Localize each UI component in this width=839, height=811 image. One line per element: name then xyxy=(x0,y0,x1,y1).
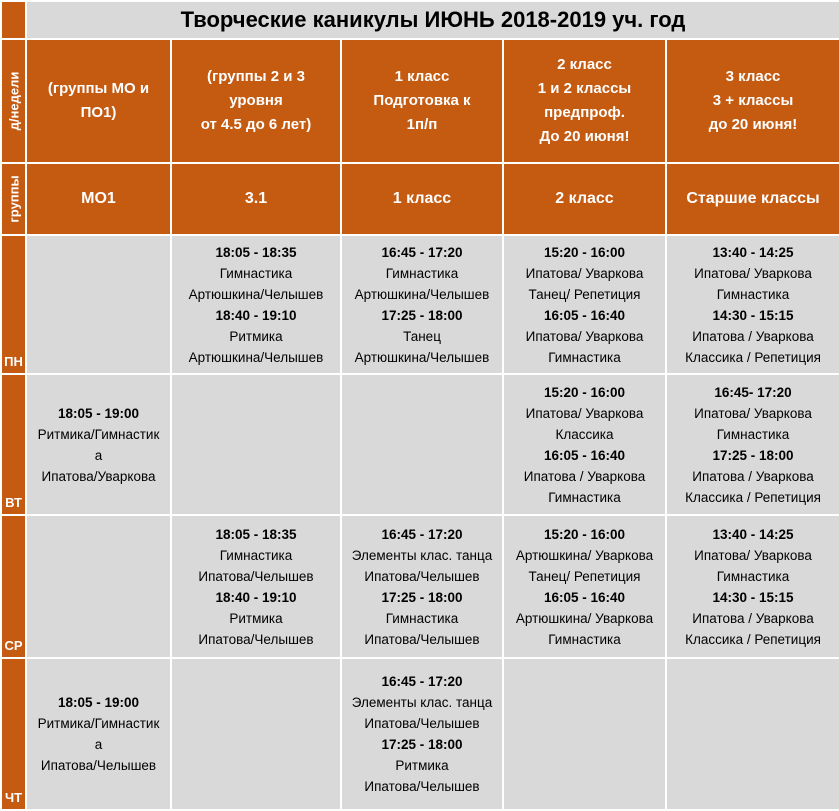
group-col-1: МО1 xyxy=(26,163,171,235)
session-detail: Ритмика/Гимнастик xyxy=(37,426,160,442)
session-time: 15:20 - 16:00 xyxy=(543,244,626,260)
weekday-axis-text: д/недели xyxy=(6,71,21,131)
session-detail: Гимнастика xyxy=(548,489,621,505)
header-line: 2 класс xyxy=(557,56,612,73)
schedule-cell xyxy=(666,374,839,515)
session-detail: Ипатова/ Уваркова xyxy=(525,265,644,281)
session-detail: Танец/ Репетиция xyxy=(528,286,641,302)
day-label: ПН xyxy=(1,235,26,374)
header-line: 1 и 2 классы xyxy=(537,80,632,97)
session-detail: Гимнастика xyxy=(548,631,621,647)
corner-cell xyxy=(1,1,26,39)
session-detail: Ипатова/Уваркова xyxy=(41,468,156,484)
groups-axis-label xyxy=(1,163,26,235)
session-detail: Ипатова/Челышев xyxy=(364,631,480,647)
session-detail: Ипатова/Челышев xyxy=(364,716,480,731)
session-detail: Ипатова/ Уваркова xyxy=(694,405,812,421)
schedule-cell xyxy=(666,235,839,374)
session-detail: Ритмика/Гимнастик xyxy=(37,716,160,731)
session-detail: Ипатова/Челышев xyxy=(198,631,314,647)
session-time: 17:25 - 18:00 xyxy=(381,737,463,752)
schedule-cell xyxy=(171,374,341,515)
day-row xyxy=(1,374,839,515)
weekday-axis-label xyxy=(1,39,26,163)
header-line: 3 + классы xyxy=(712,92,794,109)
session-time: 13:40 - 14:25 xyxy=(712,244,794,260)
session-detail: Ипатова / Уваркова xyxy=(523,468,646,484)
session-detail: а xyxy=(94,447,103,463)
header-col-2 xyxy=(171,39,341,163)
session-detail: Ипатова/Челышев xyxy=(364,779,480,794)
session-detail: а xyxy=(94,737,103,752)
session-time: 18:40 - 19:10 xyxy=(215,589,297,605)
session-detail: Ипатова / Уваркова xyxy=(692,328,814,344)
session-detail: Ипатова/ Уваркова xyxy=(694,547,812,563)
schedule-cell xyxy=(503,515,666,658)
session-detail: Классика / Репетиция xyxy=(685,489,821,505)
session-detail: Ипатова / Уваркова xyxy=(692,468,814,484)
session-detail: Артюшкина/ Уваркова xyxy=(515,610,654,626)
schedule-cell xyxy=(503,658,666,810)
header-line: от 4.5 до 6 лет) xyxy=(200,116,312,133)
group-col-4: 2 класс xyxy=(503,163,666,235)
schedule-cell xyxy=(341,658,503,810)
page-title: Творческие каникулы ИЮНЬ 2018-2019 уч. год xyxy=(26,1,839,39)
header-col-1 xyxy=(26,39,171,163)
session-time: 16:05 - 16:40 xyxy=(543,447,626,463)
session-time: 14:30 - 15:15 xyxy=(712,307,794,323)
session-detail: Гимнастика xyxy=(385,265,459,281)
session-detail: Классика / Репетиция xyxy=(685,631,821,647)
session-time: 16:05 - 16:40 xyxy=(543,307,626,323)
schedule-cell xyxy=(26,374,171,515)
schedule-cell xyxy=(666,515,839,658)
session-detail: Элементы клас. танца xyxy=(351,695,493,710)
day-row xyxy=(1,515,839,658)
session-time: 16:45 - 17:20 xyxy=(381,526,463,542)
group-col-3: 1 класс xyxy=(341,163,503,235)
day-label: ВТ xyxy=(1,374,26,515)
session-detail: Элементы клас. танца xyxy=(351,547,493,563)
schedule-cell xyxy=(503,235,666,374)
session-detail: Гимнастика xyxy=(219,547,293,563)
session-time: 17:25 - 18:00 xyxy=(712,447,794,463)
header-line: 1 класс xyxy=(394,68,450,85)
header-line: до 20 июня! xyxy=(708,116,798,133)
session-time: 17:25 - 18:00 xyxy=(381,589,463,605)
header-line: предпроф. xyxy=(544,104,625,121)
schedule-cell xyxy=(171,658,341,810)
session-detail: Гимнастика xyxy=(716,426,790,442)
header-line: (группы МО и xyxy=(47,80,150,97)
day-row xyxy=(1,658,839,810)
session-detail: Артюшкина/Челышев xyxy=(188,349,324,365)
session-time: 18:05 - 19:00 xyxy=(57,405,140,421)
session-detail: Ипатова/Челышев xyxy=(40,758,157,773)
session-detail: Артюшкина/Челышев xyxy=(354,349,490,365)
header-line: (группы 2 и 3 xyxy=(207,68,305,85)
session-detail: Гимнастика xyxy=(716,568,790,584)
session-detail: Ипатова / Уваркова xyxy=(692,610,814,626)
session-time: 18:05 - 18:35 xyxy=(215,244,297,260)
session-detail: Ипатова/ Уваркова xyxy=(694,265,812,281)
header-col-4 xyxy=(503,39,666,163)
header-col-3 xyxy=(341,39,503,163)
session-detail: Гимнастика xyxy=(548,349,621,365)
header-line: 1п/п xyxy=(406,116,438,133)
session-detail: Ритмика xyxy=(229,610,283,626)
groups-axis-text: группы xyxy=(6,175,21,223)
session-detail: Ритмика xyxy=(395,758,449,773)
session-detail: Артюшкина/Челышев xyxy=(354,286,490,302)
schedule-cell xyxy=(503,374,666,515)
schedule-cell xyxy=(171,515,341,658)
header-col-5 xyxy=(666,39,839,163)
session-time: 15:20 - 16:00 xyxy=(543,384,626,400)
session-detail: Артюшкина/Челышев xyxy=(188,286,324,302)
schedule-cell xyxy=(26,235,171,374)
session-time: 18:05 - 19:00 xyxy=(57,695,140,710)
header-line: уровня xyxy=(229,92,283,109)
group-col-5: Старшие классы xyxy=(666,163,839,235)
day-label: СР xyxy=(1,515,26,658)
session-time: 13:40 - 14:25 xyxy=(712,526,794,542)
session-detail: Гимнастика xyxy=(219,265,293,281)
session-detail: Классика xyxy=(555,426,614,442)
header-line: 3 класс xyxy=(725,68,781,85)
session-detail: Ипатова/Челышев xyxy=(364,568,480,584)
header-line: Подготовка к xyxy=(373,92,471,109)
session-detail: Гимнастика xyxy=(716,286,790,302)
session-detail: Танец xyxy=(403,328,441,344)
session-time: 16:45 - 17:20 xyxy=(381,244,463,260)
schedule-cell xyxy=(26,658,171,810)
session-time: 16:45- 17:20 xyxy=(714,384,792,400)
session-detail: Классика / Репетиция xyxy=(685,349,821,365)
session-detail: Ритмика xyxy=(229,328,283,344)
day-label: ЧТ xyxy=(1,658,26,810)
header-line: ПО1) xyxy=(80,104,117,121)
session-detail: Танец/ Репетиция xyxy=(528,568,641,584)
day-row xyxy=(1,235,839,374)
session-time: 14:30 - 15:15 xyxy=(712,589,794,605)
schedule-cell xyxy=(171,235,341,374)
session-time: 16:05 - 16:40 xyxy=(543,589,626,605)
session-detail: Ипатова/Челышев xyxy=(198,568,314,584)
session-detail: Артюшкина/ Уваркова xyxy=(515,547,654,563)
session-time: 18:05 - 18:35 xyxy=(215,526,297,542)
session-time: 18:40 - 19:10 xyxy=(215,307,297,323)
session-detail: Ипатова/ Уваркова xyxy=(525,328,644,344)
header-line: До 20 июня! xyxy=(539,128,630,145)
session-time: 15:20 - 16:00 xyxy=(543,526,626,542)
group-col-2: 3.1 xyxy=(171,163,341,235)
session-time: 17:25 - 18:00 xyxy=(381,307,463,323)
schedule-cell xyxy=(341,374,503,515)
schedule-cell xyxy=(341,515,503,658)
session-detail: Гимнастика xyxy=(385,610,459,626)
schedule-cell xyxy=(666,658,839,810)
schedule-cell xyxy=(341,235,503,374)
session-time: 16:45 - 17:20 xyxy=(381,674,463,689)
schedule-cell xyxy=(26,515,171,658)
session-detail: Ипатова/ Уваркова xyxy=(525,405,644,421)
